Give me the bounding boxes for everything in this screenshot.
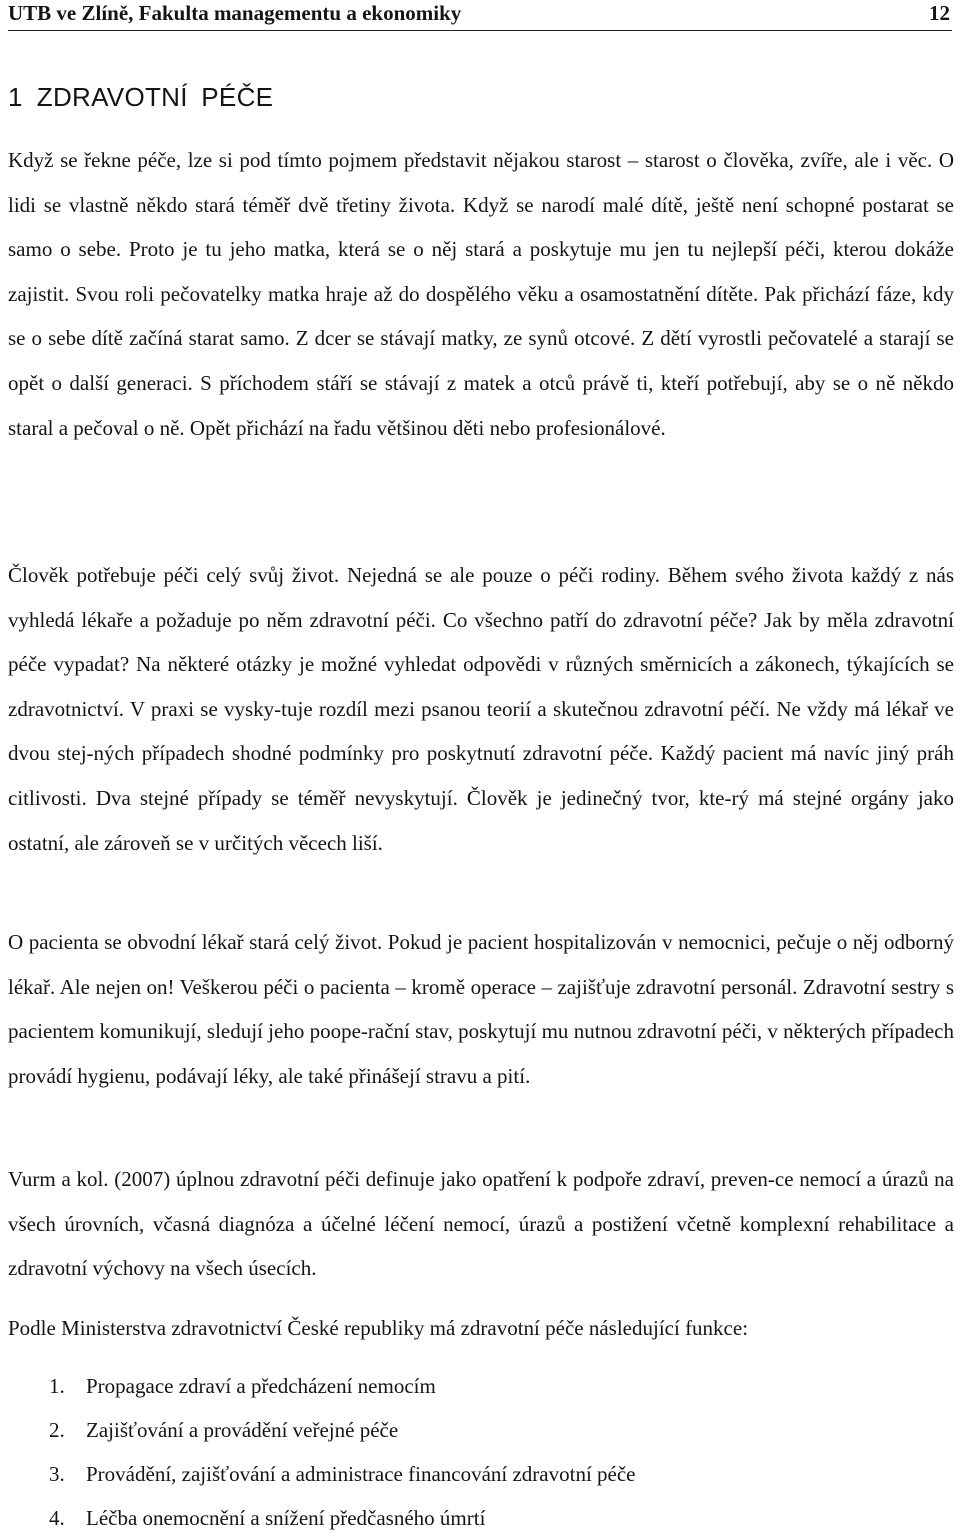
paragraph-2: Člověk potřebuje péči celý svůj život. Nejedná se ale pouze o péči rodiny. Během svého života každý z nás vyhledá lékaře a požaduje po něm zdravotní péči. Co všechno patří do zdravotní péče? Jak by měla zdravotní péče vypadat? Na některé otázky je možné vyhledat odpovědi v různých směrnicích a zákonech, týkajících se zdravotnictví. V praxi se vysky-tuje rozdíl mezi psanou teorií a skutečnou zdravotní péčí. Ne vždy má lékař ve dvou stej-ných případech shodné podmínky pro poskytnutí zdravotní péče. Každý pacient má navíc jiný práh citlivosti. Dva stejné případy se téměř nevyskytují. Člověk je jedinečný tvor, kte-rý má stejné orgány jako ostatní, ale zároveň se v určitých věcech liší.: [8, 563, 954, 855]
list-item-text: Propagace zdraví a předcházení nemocím: [86, 1374, 436, 1398]
paragraph-3: O pacienta se obvodní lékař stará celý život. Pokud je pacient hospitalizován v nemocnici, pečuje o něj odborný lékař. Ale nejen on! Veškerou péči o pacienta – kromě operace – zajišťuje zdravotní personál. Zdravotní sestry s pacientem komunikují, sledují jeho poope-rační stav, poskytují mu nutnou zdravotní péči, v některých případech provádí hygienu, podávají léky, ale také přinášejí stravu a pití.: [8, 930, 954, 1088]
functions-list: [49, 1364, 636, 1540]
paragraph-4: Vurm a kol. (2007) úplnou zdravotní péči definuje jako opatření k podpoře zdraví, preven-ce nemocí a úrazů na všech úrovních, včasná diagnóza a účelné léčení nemocí, úrazů a postižení včetně komplexní rehabilitace a zdravotní výchovy na všech úsecích.: [8, 1167, 954, 1281]
list-item: [49, 1452, 636, 1496]
paragraph-5: Podle Ministerstva zdravotnictví České republiky má zdravotní péče následující funkce:: [8, 1316, 749, 1340]
list-marker: 4.: [49, 1506, 65, 1530]
paragraph-1: Když se řekne péče, lze si pod tímto pojmem představit nějakou starost – starost o člověka, zvíře, ale i věc. O lidi se vlastně někdo stará téměř dvě třetiny života. Když se narodí malé dítě, ještě není schopné postarat se samo o sebe. Proto je tu jeho matka, která se o něj stará a poskytuje mu jen tu nejlepší péči, kterou dokáže zajistit. Svou roli pečovatelky matka hraje až do dospělého věku a osamostatnění dítěte. Pak přichází fáze, kdy se o sebe dítě začíná starat samo. Z dcer se stávají matky, ze synů otcové. Z dětí vyrostli pečovatelé a starají se opět o další generaci. S příchodem stáří se stávají z matek a otců právě ti, kteří potřebují, aby se o ně někdo staral a pečoval o ně. Opět přichází na řadu většinou děti nebo profesionálové.: [8, 148, 954, 440]
list-item: [49, 1408, 636, 1452]
chapter-number: 1: [8, 82, 23, 112]
list-item-text: Provádění, zajišťování a administrace financování zdravotní péče: [86, 1462, 636, 1486]
list-item-text: Zajišťování a provádění veřejné péče: [86, 1418, 399, 1442]
chapter-title: ZDRAVOTNÍ PÉČE: [36, 82, 274, 112]
running-header: [8, 0, 952, 31]
header-title: UTB ve Zlíně, Fakulta managementu a ekonomiky: [8, 1, 462, 25]
chapter-heading: [8, 79, 273, 115]
list-item: [49, 1496, 636, 1540]
list-item: [49, 1364, 636, 1408]
list-marker: 2.: [49, 1418, 65, 1442]
list-marker: 3.: [49, 1462, 65, 1486]
page-number: 12: [929, 1, 950, 25]
list-item-text: Léčba onemocnění a snížení předčasného úmrtí: [86, 1506, 486, 1530]
list-marker: 1.: [49, 1374, 65, 1398]
